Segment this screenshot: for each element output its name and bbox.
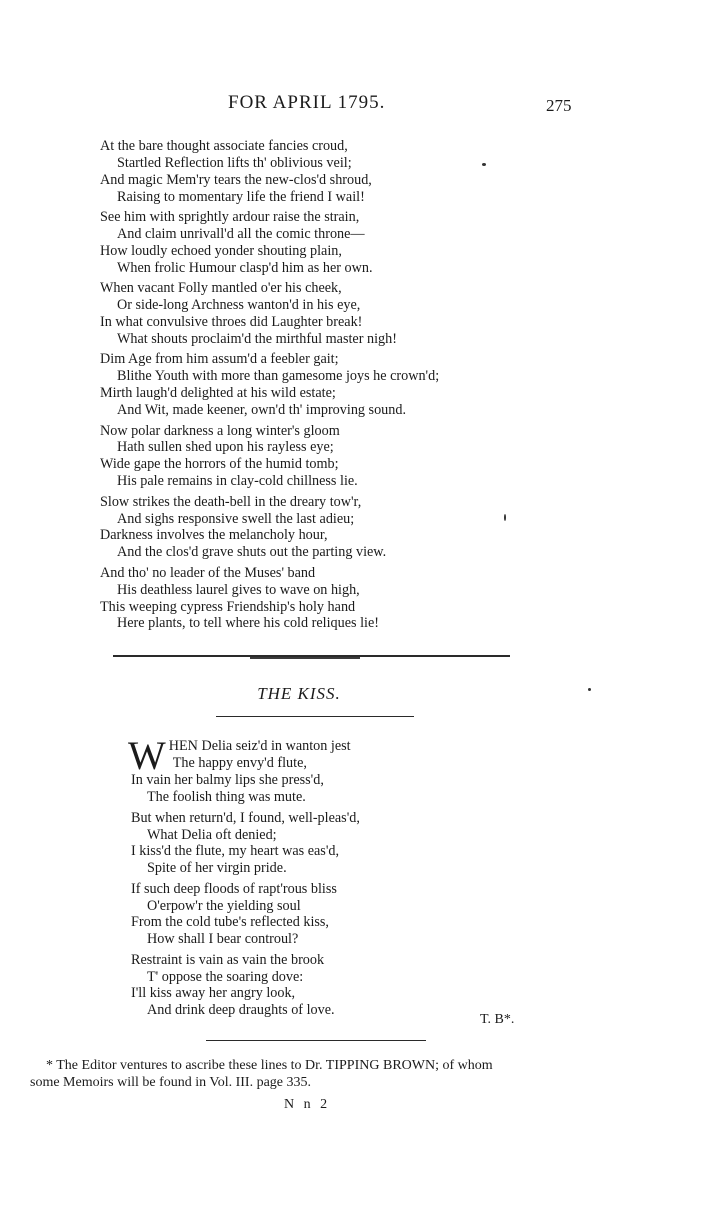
kiss-stanza (131, 881, 360, 947)
verse-line: I'll kiss away her angry look, (131, 985, 296, 1001)
verse-line: Dim Age from him assum'd a feebler gait; (100, 351, 339, 368)
footnote-line: * The Editor ventures to ascribe these lines to Dr. TIPPING BROWN; of whom (46, 1058, 493, 1073)
elegy-stanza (100, 138, 439, 206)
verse-line: Restraint is vain as vain the brook (131, 952, 325, 968)
verse-line: And tho' no leader of the Muses' band (100, 564, 316, 581)
verse-line: And claim unrivall'd all the comic throne— (117, 226, 365, 243)
page-number: 275 (546, 96, 572, 115)
footnote-rule (206, 1040, 426, 1041)
verse-line: See him with sprightly ardour raise the strain, (100, 209, 360, 226)
verse-line: Mirth laugh'd delighted at his wild estate; (100, 385, 336, 402)
kiss-stanza (131, 810, 360, 876)
verse-line: And the clos'd grave shuts out the parting view. (117, 544, 387, 561)
verse-line: Darkness involves the melancholy hour, (100, 527, 328, 544)
verse-line: I kiss'd the flute, my heart was eas'd, (131, 843, 340, 859)
verse-line: Slow strikes the death-bell in the dreary tow'r, (100, 493, 362, 510)
verse-line: O'erpow'r the yielding soul (147, 897, 301, 914)
elegy-poem (100, 138, 439, 636)
verse-line: When vacant Folly mantled o'er his cheek, (100, 280, 342, 297)
elegy-stanza (100, 423, 439, 491)
kiss-stanza (128, 733, 360, 805)
verse-line: The foolish thing was mute. (147, 788, 306, 805)
verse-line: In what convulsive throes did Laughter break! (100, 314, 363, 331)
verse-line: Blithe Youth with more than gamesome joys he crown'd; (117, 368, 440, 385)
signature-mark: N n 2 (284, 1097, 331, 1112)
scan-speck (504, 514, 506, 521)
poem-title: THE KISS. (257, 684, 341, 703)
verse-line: From the cold tube's reflected kiss, (131, 914, 329, 930)
verse-line: What Delia oft denied; (147, 826, 277, 843)
verse-line: Here plants, to tell where his cold reliques lie! (117, 615, 379, 632)
verse-line: HEN Delia seiz'd in wanton jest (168, 738, 351, 754)
verse-line: Spite of her virgin pride. (147, 859, 287, 876)
kiss-stanza (131, 952, 360, 1018)
verse-line: But when return'd, I found, well-pleas'd, (131, 810, 360, 826)
verse-line: At the bare thought associate fancies croud, (100, 138, 348, 154)
verse-line: Startled Reflection lifts th' oblivious veil; (117, 154, 352, 171)
verse-line: In vain her balmy lips she press'd, (131, 772, 324, 788)
verse-line: Or side-long Archness wanton'd in his eye, (117, 297, 361, 314)
verse-line: If such deep floods of rapt'rous bliss (131, 881, 337, 897)
elegy-stanza (100, 565, 439, 633)
verse-line: And sighs responsive swell the last adieu; (117, 510, 355, 527)
title-rule (216, 716, 414, 717)
section-divider-ornament (250, 657, 360, 659)
verse-line: And magic Mem'ry tears the new-clos'd shroud, (100, 171, 372, 188)
author-signature: T. B*. (480, 1012, 515, 1027)
verse-line: How loudly echoed yonder shouting plain, (100, 242, 342, 259)
footnote-line: some Memoirs will be found in Vol. III. page 335. (30, 1075, 312, 1090)
verse-line: When frolic Humour clasp'd him as her own. (117, 259, 373, 276)
elegy-stanza (100, 209, 439, 277)
verse-line: T' oppose the soaring dove: (147, 968, 304, 985)
verse-line: His pale remains in clay-cold chillness lie. (117, 473, 358, 490)
scan-speck (588, 688, 591, 691)
verse-line: Wide gape the horrors of the humid tomb; (100, 456, 339, 473)
elegy-stanza (100, 494, 439, 562)
scan-speck (482, 163, 486, 166)
verse-line: Now polar darkness a long winter's gloom (100, 422, 340, 439)
verse-line: Hath sullen shed upon his rayless eye; (117, 439, 334, 456)
drop-cap: W (128, 733, 166, 778)
elegy-stanza (100, 280, 439, 348)
verse-line: His deathless laurel gives to wave on high, (117, 581, 360, 598)
running-header: FOR APRIL 1795. (228, 92, 386, 113)
verse-line: What shouts proclaim'd the mirthful master nigh! (117, 330, 397, 347)
verse-line: And Wit, made keener, own'd th' improving sound. (117, 402, 406, 419)
verse-line-text: The happy envy'd flute, (172, 754, 307, 771)
elegy-stanza (100, 351, 439, 419)
verse-line: This weeping cypress Friendship's holy hand (100, 598, 356, 615)
verse-line: How shall I bear controul? (147, 930, 299, 947)
verse-line: Raising to momentary life the friend I wail! (117, 188, 365, 205)
kiss-poem (128, 733, 360, 1023)
verse-line: And drink deep draughts of love. (147, 1001, 335, 1018)
